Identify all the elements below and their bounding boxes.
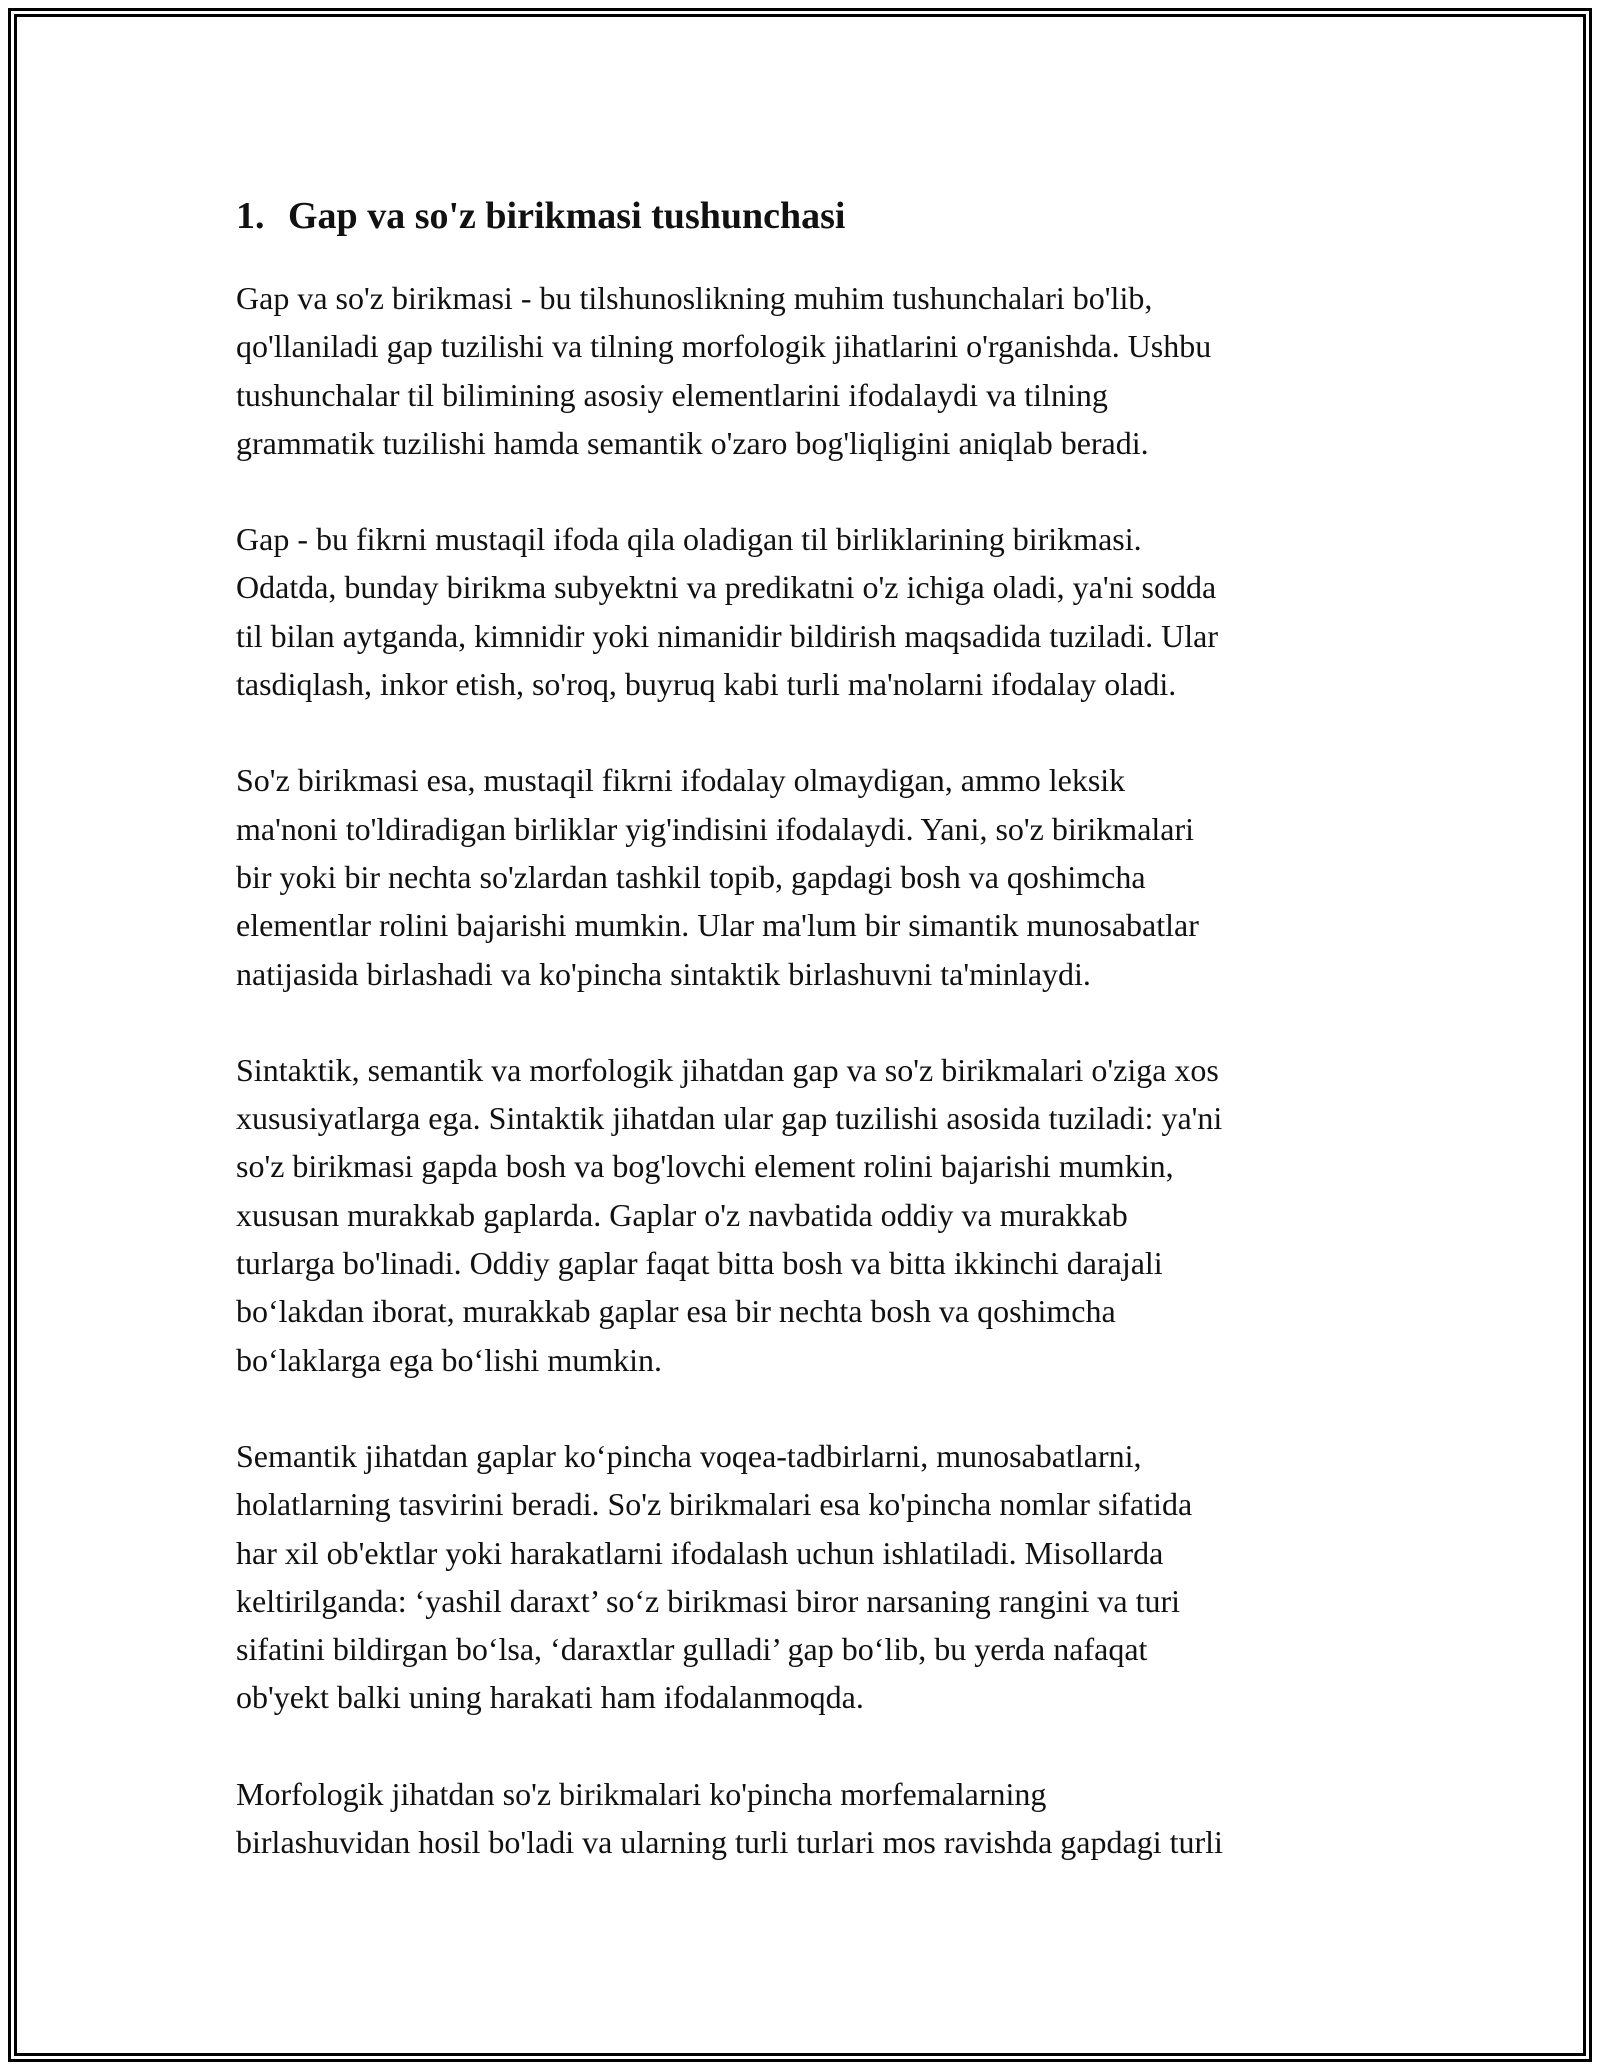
paragraph-line: grammatik tuzilishi hamda semantik o'zaro bog'liqligini aniqlab beradi.: [236, 424, 1149, 461]
paragraph-line: tasdiqlash, inkor etish, so'roq, buyruq kabi turli ma'nolarni ifodalay oladi.: [236, 666, 1177, 703]
paragraph-line: natijasida birlashadi va ko'pincha sintaktik birlashuvni ta'minlaydi.: [236, 955, 1091, 992]
document-body: [236, 188, 1386, 1866]
paragraph-line: so'z birikmasi gapda bosh va bog'lovchi element rolini bajarishi mumkin,: [236, 1148, 1174, 1185]
paragraph-line: Morfologik jihatdan so'z birikmalari ko'pincha morfemalarning: [236, 1775, 1047, 1812]
paragraph-list: [236, 274, 1386, 1866]
paragraph-line: har xil ob'ektlar yoki harakatlarni ifodalash uchun ishlatiladi. Misollarda: [236, 1534, 1164, 1571]
paragraph-line: bir yoki bir nechta so'zlardan tashkil topib, gapdagi bosh va qoshimcha: [236, 858, 1146, 895]
paragraph: [236, 1046, 1386, 1384]
paragraph-line: keltirilganda: ‘yashil daraxt’ so‘z birikmasi biror narsaning rangini va turi: [236, 1582, 1181, 1619]
paragraph-line: holatlarning tasvirini beradi. So'z birikmalari esa ko'pincha nomlar sifatida: [236, 1486, 1193, 1523]
section-heading: [236, 188, 1386, 244]
paragraph-line: turlarga bo'linadi. Oddiy gaplar faqat bitta bosh va bitta ikkinchi darajali: [236, 1245, 1163, 1282]
paragraph-line: birlashuvidan hosil bo'ladi va ularning turli turlari mos ravishda gapdagi turli: [236, 1824, 1223, 1861]
paragraph-line: Gap - bu fikrni mustaqil ifoda qila oladigan til birliklarining birikmasi.: [236, 521, 1142, 558]
paragraph-line: ob'yekt balki uning harakati ham ifodalanmoqda.: [236, 1679, 864, 1716]
paragraph-line: Odatda, bunday birikma subyektni va predikatni o'z ichiga oladi, ya'ni sodda: [236, 569, 1217, 606]
paragraph-line: Gap va so'z birikmasi - bu tilshunoslikning muhim tushunchalari bo'lib,: [236, 280, 1153, 316]
paragraph-line: Sintaktik, semantik va morfologik jihatdan gap va so'z birikmalari o'ziga xos: [236, 1051, 1219, 1088]
paragraph: [236, 1432, 1386, 1722]
paragraph: [236, 756, 1386, 997]
paragraph-line: qo'llaniladi gap tuzilishi va tilning morfologik jihatlarini o'rganishda. Ushbu: [236, 328, 1212, 365]
paragraph-line: til bilan aytganda, kimnidir yoki nimanidir bildirish maqsadida tuziladi. Ular: [236, 617, 1219, 654]
paragraph-line: tushunchalar til bilimining asosiy elementlarini ifodalaydi va tilning: [236, 376, 1108, 413]
paragraph-line: So'z birikmasi esa, mustaqil fikrni ifodalay olmaydigan, ammo leksik: [236, 762, 1126, 799]
paragraph-line: sifatini bildirgan bo‘lsa, ‘daraxtlar gulladi’ gap bo‘lib, bu yerda nafaqat: [236, 1631, 1148, 1668]
paragraph-line: elementlar rolini bajarishi mumkin. Ular ma'lum bir simantik munosabatlar: [236, 907, 1199, 944]
paragraph-line: bo‘laklarga ega bo‘lishi mumkin.: [236, 1341, 662, 1378]
paragraph: [236, 515, 1386, 708]
paragraph: [236, 274, 1386, 467]
section-number: 1.: [236, 195, 265, 237]
paragraph-line: ma'noni to'ldiradigan birliklar yig'indisini ifodalaydi. Yani, so'z birikmalari: [236, 810, 1195, 847]
paragraph: [236, 1770, 1386, 1867]
paragraph-line: xususiyatlarga ega. Sintaktik jihatdan ular gap tuzilishi asosida tuziladi: ya'ni: [236, 1100, 1223, 1137]
paragraph-line: xususan murakkab gaplarda. Gaplar o'z navbatida oddiy va murakkab: [236, 1196, 1128, 1233]
section-title: Gap va so'z birikmasi tushunchasi: [288, 195, 846, 237]
paragraph-line: Semantik jihatdan gaplar ko‘pincha voqea-tadbirlarni, munosabatlarni,: [236, 1437, 1142, 1474]
paragraph-line: bo‘lakdan iborat, murakkab gaplar esa bir nechta bosh va qoshimcha: [236, 1293, 1116, 1330]
